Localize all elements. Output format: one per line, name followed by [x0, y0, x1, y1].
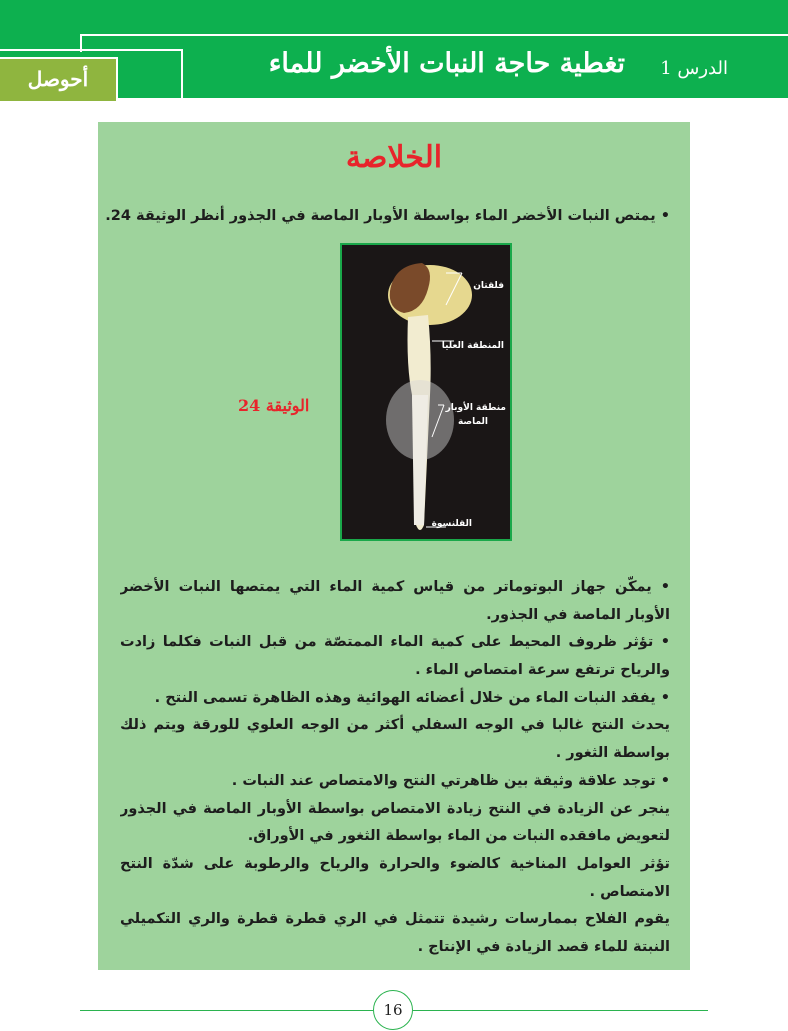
- text-line: لتعويض مافقده النبات من الماء بواسطة الثغور في الأوراق.: [247, 828, 670, 845]
- text-line: يقوم الفلاح بممارسات رشيدة تتمثل في الري قطرة قطرة والري التكميلي: [120, 911, 670, 928]
- footer-line: [413, 1010, 708, 1011]
- seedling-photo: [340, 243, 512, 541]
- figure-caption: الوثيقة 24: [238, 396, 310, 415]
- text-line: • تؤثر ظروف المحيط على كمية الماء الممتصّة من قبل النبات فكلما زادت: [120, 634, 670, 651]
- text-line: الأوبار الماصة في الجذور.: [486, 606, 670, 623]
- label-root-hair-zone: منطقة الأوبار: [445, 403, 506, 413]
- page-number: 16: [373, 990, 413, 1030]
- text-line: • يمكّن جهاز البوتوماتر من قياس كمية الماء التي يمتصها النبات الأخضر: [120, 579, 670, 595]
- frame-line: [0, 98, 788, 100]
- footer-line: [80, 1010, 373, 1011]
- text-line: الامتصاص .: [589, 883, 670, 900]
- intro-paragraph: • يمتص النبات الأخضر الماء بواسطة الأوبار الماصة في الجذور أنظر الوثيقة 24.: [105, 208, 670, 224]
- summary-text: [120, 574, 670, 962]
- frame-line: [181, 49, 183, 100]
- text-line: يحدث النتح غالبا في الوجه السفلي أكثر من الوجه العلوي للورقة ويتم ذلك: [120, 717, 670, 734]
- label-upper-zone: المنطقة العليا: [441, 341, 504, 351]
- text-line: ينجر عن الزيادة في النتح زيادة الامتصاص بواسطة الأوبار الماصة في الجذور: [120, 800, 670, 817]
- text-line: النبتة للماء قصد الزيادة في الإنتاج .: [417, 938, 670, 955]
- label-root-cap: القلنسوة: [431, 519, 472, 529]
- text-line: تؤثر العوامل المناخية كالضوء والحرارة والرياح والرطوبة على شدّة النتح: [120, 855, 670, 872]
- summary-title: الخلاصة: [345, 140, 443, 175]
- lesson-number: الدرس 1: [660, 58, 728, 79]
- text-line: • يفقد النبات الماء من خلال أعضائه الهوائية وهذه الظاهرة تسمى النتح .: [154, 689, 670, 706]
- summary-box: [98, 122, 690, 970]
- text-line: بواسطة الثغور .: [555, 745, 670, 762]
- frame-line: [0, 49, 183, 51]
- lesson-title: تغطية حاجة النبات الأخضر للماء: [268, 48, 625, 79]
- lesson-header: [0, 0, 788, 100]
- label-absorbent: الماصة: [457, 417, 488, 427]
- text-line: والرياح ترتفع سرعة امتصاص الماء .: [415, 662, 670, 679]
- frame-line: [80, 34, 788, 36]
- section-tag: أحوصل: [0, 57, 118, 101]
- text-line: • توجد علاقة وثيقة بين ظاهرتي النتح والامتصاص عند النبات .: [231, 772, 670, 789]
- label-cotyledons: فلقتان: [473, 281, 504, 291]
